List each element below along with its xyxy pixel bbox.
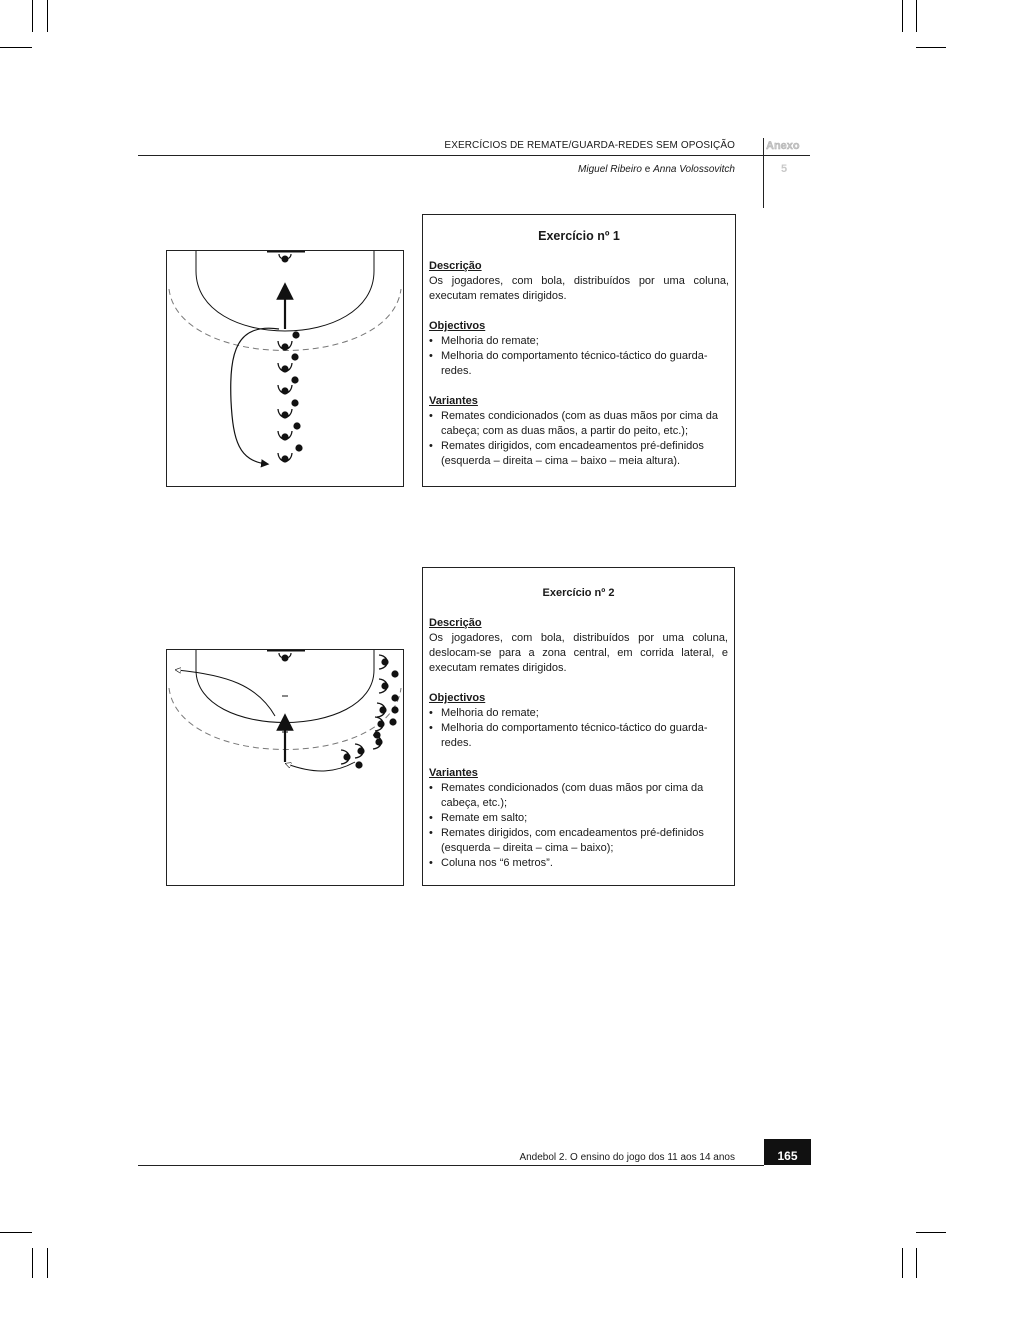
- description-heading: Descrição: [429, 260, 482, 272]
- crop-mark: [916, 47, 946, 48]
- crop-mark: [47, 1248, 48, 1278]
- list-item: • Melhoria do remate;: [429, 706, 728, 721]
- author-2: Anna Volossovitch: [653, 164, 735, 175]
- variants-heading: Variantes: [429, 395, 478, 407]
- list-item: • Remates dirigidos, com encadeamentos pré-definidos (esquerda – direita – cima – baixo);: [429, 826, 728, 856]
- crop-mark: [916, 1248, 917, 1278]
- running-title: EXERCÍCIOS DE REMATE/GUARDA-REDES SEM OPOSIÇÃO: [444, 140, 735, 151]
- footer-book-title: Andebol 2. O ensino do jogo dos 11 aos 14 anos: [519, 1152, 735, 1163]
- list-item: • Remates dirigidos, com encadeamentos pré-definidos (esquerda – direita – cima – baixo – meia altura).: [429, 439, 729, 469]
- footer-rule: [138, 1165, 764, 1166]
- crop-mark: [32, 1248, 33, 1278]
- annex-label: Anexo: [766, 140, 800, 152]
- list-item: • Coluna nos “6 metros”.: [429, 856, 728, 871]
- crop-mark: [47, 0, 48, 32]
- variants-list: [429, 781, 728, 871]
- header-vertical-rule: [763, 138, 764, 208]
- objectives-list: [429, 706, 728, 751]
- objectives-list: [429, 334, 729, 379]
- annex-number: 5: [781, 163, 788, 175]
- page-number: 165: [764, 1139, 811, 1165]
- crop-mark: [0, 47, 32, 48]
- crop-mark: [902, 1248, 903, 1278]
- exercise-1-card: [422, 214, 736, 487]
- court-diagram-2: [167, 650, 403, 885]
- exercise-2-title: Exercício nº 2: [542, 587, 615, 599]
- exercise-1-diagram: [166, 250, 404, 487]
- crop-mark: [916, 1232, 946, 1233]
- exercise-2-diagram: [166, 649, 404, 886]
- author-conjunction: e: [644, 164, 651, 175]
- crop-mark: [32, 0, 33, 32]
- author-1: Miguel Ribeiro: [578, 164, 642, 175]
- objectives-heading: Objectivos: [429, 320, 486, 332]
- variants-list: [429, 409, 729, 469]
- list-item: • Remate em salto;: [429, 811, 728, 826]
- objectives-heading: Objectivos: [429, 692, 486, 704]
- court-diagram-1: [167, 251, 403, 486]
- exercise-1-title: Exercício nº 1: [538, 229, 620, 243]
- authors: [380, 164, 735, 175]
- description-text: Os jogadores, com bola, distribuídos por uma coluna, deslocam-se para a zona central, em corrida lateral, e executam remates dirigidos.: [429, 632, 728, 674]
- variants-heading: Variantes: [429, 767, 478, 779]
- exercise-2-card: [422, 567, 735, 886]
- list-item: • Melhoria do remate;: [429, 334, 729, 349]
- list-item: • Melhoria do comportamento técnico-táctico do guarda-redes.: [429, 721, 728, 751]
- header-rule: [138, 155, 810, 156]
- list-item: • Melhoria do comportamento técnico-táctico do guarda-redes.: [429, 349, 729, 379]
- description-heading: Descrição: [429, 617, 482, 629]
- list-item: • Remates condicionados (com as duas mãos por cima da cabeça; com as duas mãos, a partir do peito, etc.);: [429, 409, 729, 439]
- list-item: • Remates condicionados (com duas mãos por cima da cabeça, etc.);: [429, 781, 728, 811]
- description-text: Os jogadores, com bola, distribuídos por uma coluna, executam remates dirigidos.: [429, 275, 729, 302]
- crop-mark: [0, 1232, 32, 1233]
- crop-mark: [916, 0, 917, 32]
- crop-mark: [902, 0, 903, 32]
